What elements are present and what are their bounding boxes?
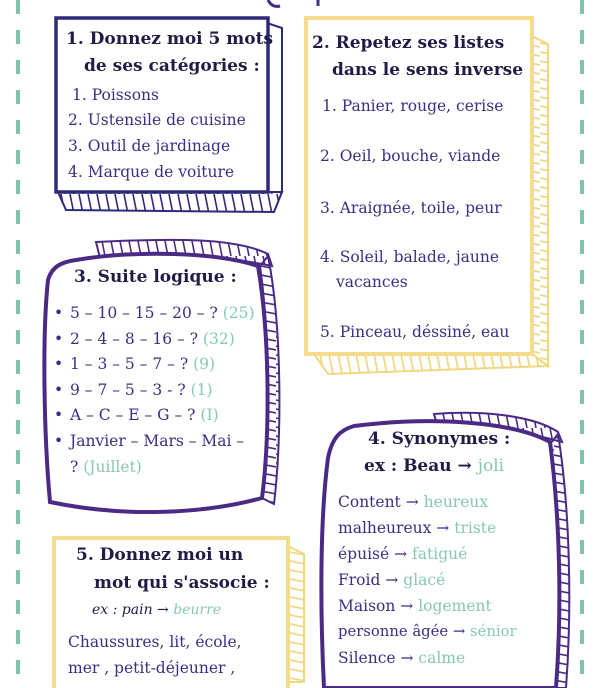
card-categories-title-2: de ses catégories : xyxy=(84,56,260,76)
example-answer: joli xyxy=(477,456,505,476)
synonym-word: personne âgée xyxy=(338,623,449,640)
example-answer: beurre xyxy=(173,602,222,618)
synonym-answer: glacé xyxy=(403,571,446,589)
card-synonyms xyxy=(314,408,580,675)
sequence-question: 2 – 4 – 8 – 16 – ? xyxy=(70,329,199,348)
sequence-question: 9 – 7 – 5 – 3 - ? xyxy=(70,380,186,399)
card-associations xyxy=(50,532,308,675)
card-synonyms-example xyxy=(364,453,504,480)
card-associations-title-2: mot qui s'associe : xyxy=(94,573,270,593)
sequence-answer: (9) xyxy=(193,355,216,374)
sequence-item xyxy=(54,301,255,327)
list-item: 1. Poissons xyxy=(72,86,159,104)
right-dashed-border xyxy=(580,0,584,675)
card-associations-title-1: 5. Donnez moi un xyxy=(76,545,244,565)
association-words-line: mer , petit-déjeuner , xyxy=(68,659,236,677)
list-item: 1. Panier, rouge, cerise xyxy=(322,97,504,115)
card-reverse-lists xyxy=(300,14,552,386)
arrow-icon: → xyxy=(385,571,399,589)
synonym-word: Content xyxy=(338,493,401,511)
card-categories-title-1: 1. Donnez moi 5 mots xyxy=(66,29,274,49)
card-synonyms-title: 4. Synonymes : xyxy=(368,429,511,449)
card-sequence-title: 3. Suite logique : xyxy=(74,267,237,287)
synonym-answer: fatigué xyxy=(412,545,468,563)
arrow-icon: → xyxy=(400,649,414,667)
example-prefix: ex : pain → xyxy=(92,602,169,618)
top-edge-decoration xyxy=(0,0,600,12)
list-item: 4. Soleil, balade, jaune xyxy=(320,248,500,266)
card-reverse-title-2: dans le sens inverse xyxy=(332,60,524,80)
synonym-row xyxy=(338,492,488,512)
synonym-answer: calme xyxy=(418,649,466,667)
synonym-row xyxy=(338,622,517,642)
synonym-answer: triste xyxy=(454,519,497,537)
synonym-word: malheureux xyxy=(338,519,432,537)
sequence-answer: (32) xyxy=(202,329,235,348)
arrow-icon: → xyxy=(405,493,419,511)
arrow-icon: → xyxy=(452,623,466,640)
list-item-continuation: vacances xyxy=(336,273,408,291)
synonym-word: Silence xyxy=(338,649,396,667)
synonym-answer: sénior xyxy=(469,623,517,640)
list-item: 2. Oeil, bouche, viande xyxy=(320,147,501,165)
card-reverse-title-1: 2. Repetez ses listes xyxy=(312,33,505,53)
list-item: 5. Pinceau, déssiné, eau xyxy=(320,323,510,341)
synonym-row xyxy=(338,544,467,564)
card-logical-sequence xyxy=(36,236,292,526)
association-words-line: Chaussures, lit, école, xyxy=(68,633,242,651)
arrow-icon: → xyxy=(400,597,414,615)
sequence-item-continuation xyxy=(70,457,142,477)
list-item: 4. Marque de voiture xyxy=(68,163,235,181)
list-item: 3. Outil de jardinage xyxy=(68,137,231,155)
sequence-answer: (Juillet) xyxy=(83,458,142,476)
synonym-word: épuisé xyxy=(338,545,390,563)
card-categories xyxy=(50,14,290,224)
left-dashed-border xyxy=(16,0,20,675)
sequence-question: 1 – 3 – 5 – 7 – ? xyxy=(70,355,189,374)
synonym-row xyxy=(338,596,492,616)
sequence-answer: (25) xyxy=(222,304,255,322)
arrow-icon: → xyxy=(436,519,450,537)
sequence-question: Janvier – Mars – Mai – xyxy=(70,431,245,450)
card-associations-example xyxy=(92,600,221,620)
synonym-row xyxy=(338,648,465,668)
sequence-item xyxy=(54,403,255,429)
synonym-row xyxy=(338,518,496,538)
synonym-word: Maison xyxy=(338,597,396,615)
sequence-item xyxy=(54,352,255,378)
sequence-item xyxy=(54,327,255,353)
example-prefix: ex : Beau → xyxy=(364,456,472,476)
synonym-answer: heureux xyxy=(423,493,489,511)
sequence-answer: (1) xyxy=(190,380,213,399)
synonym-answer: logement xyxy=(418,597,492,615)
sequence-question: A – C – E – G – ? xyxy=(70,406,196,425)
list-item: 2. Ustensile de cuisine xyxy=(68,111,246,129)
sequence-question: ? xyxy=(70,458,79,476)
sequence-list xyxy=(54,301,255,455)
sequence-item xyxy=(54,429,255,455)
sequence-question: 5 – 10 – 15 – 20 – ? xyxy=(70,304,218,322)
sequence-answer: (I) xyxy=(200,406,219,425)
list-item: 3. Araignée, toile, peur xyxy=(320,199,502,217)
sequence-item xyxy=(54,378,255,404)
synonym-row xyxy=(338,570,445,590)
synonym-word: Froid xyxy=(338,571,381,589)
arrow-icon: → xyxy=(394,545,408,563)
